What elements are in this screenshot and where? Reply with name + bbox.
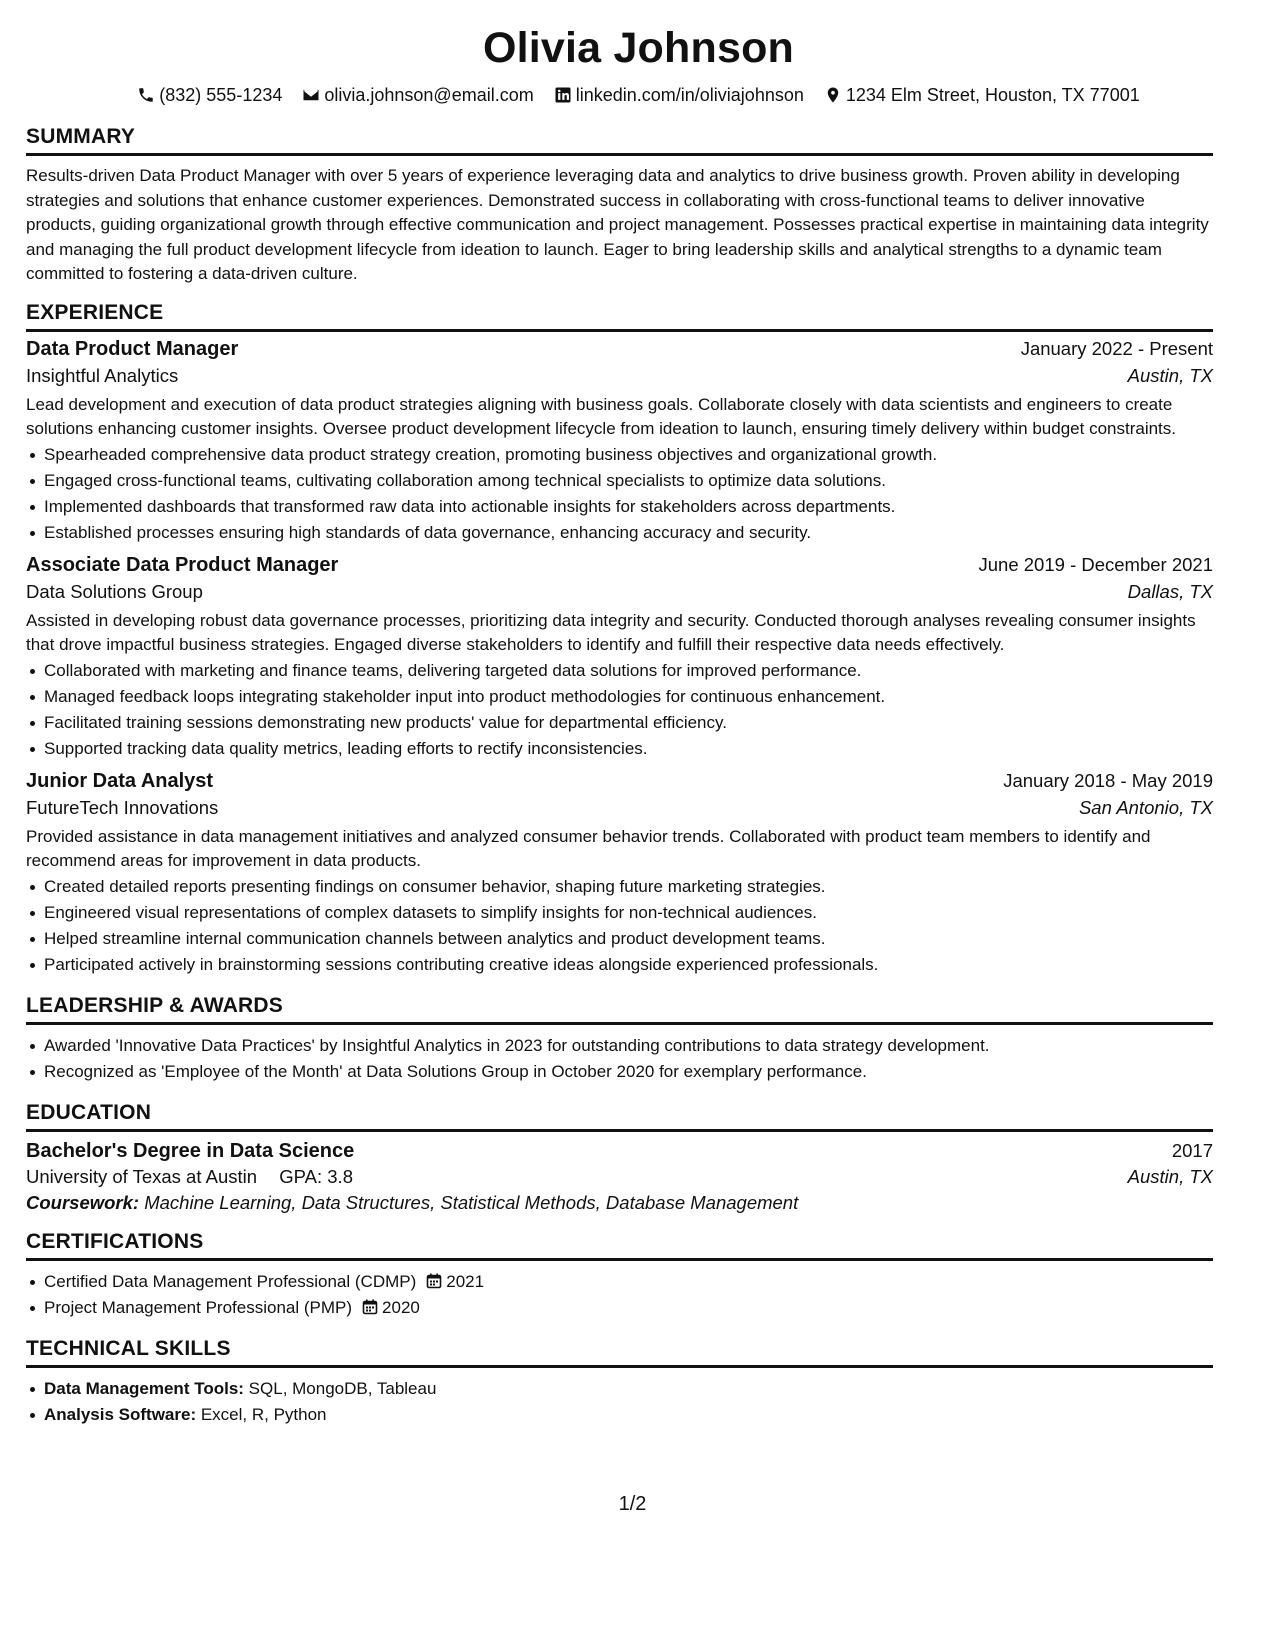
list-item: Recognized as 'Employee of the Month' at Data Solutions Group in October 2020 for exemplary performance.	[26, 1059, 1213, 1085]
job-location: San Antonio, TX	[1078, 796, 1213, 818]
job-title: Junior Data Analyst	[26, 769, 214, 792]
section-title-summary: SUMMARY	[26, 125, 1213, 156]
job-entry	[26, 770, 1213, 978]
list-item: Engaged cross-functional teams, cultivating collaboration among technical specialists to optimize data solutions.	[26, 468, 1213, 494]
skill-value: Excel, R, Python	[200, 1404, 327, 1424]
list-item: Collaborated with marketing and finance teams, delivering targeted data solutions for improved performance.	[26, 658, 1213, 684]
gpa: GPA: 3.8	[279, 1165, 353, 1187]
list-item: Supported tracking data quality metrics, leading efforts to rectify inconsistencies.	[26, 736, 1213, 762]
graduation-year: 2017	[1171, 1139, 1213, 1161]
job-description: Provided assistance in data management initiatives and analyzed consumer behavior trends. Collaborated with product team members to identify and recommend areas for improvement in data products.	[26, 826, 1151, 870]
job-dates: January 2022 - Present	[1020, 337, 1213, 359]
list-item	[26, 1402, 1213, 1428]
summary-section	[26, 125, 1213, 287]
coursework-label: Coursework:	[26, 1191, 140, 1213]
certification-year: 2021	[446, 1271, 485, 1291]
skills-list	[26, 1376, 1213, 1428]
school-location: Austin, TX	[1127, 1165, 1213, 1187]
section-title-experience: EXPERIENCE	[26, 301, 1213, 332]
job-bullets	[26, 874, 1213, 978]
contact-phone	[137, 85, 282, 106]
job-description: Assisted in developing robust data governance processes, prioritizing data integrity and security. Conducted thorough analyses revealing consumer insights that drove impactful business strategies. Engaged diverse stakeholders to identify and fulfill their respective data needs effectively.	[26, 610, 1196, 654]
job-title: Associate Data Product Manager	[26, 553, 339, 576]
job-entry	[26, 338, 1213, 546]
job-location: Dallas, TX	[1127, 580, 1213, 602]
list-item	[26, 1376, 1213, 1402]
section-title-leadership: LEADERSHIP & AWARDS	[26, 994, 1213, 1025]
certifications-list	[26, 1269, 1213, 1321]
list-item: Engineered visual representations of complex datasets to simplify insights for non-technical audiences.	[26, 900, 1213, 926]
job-location: Austin, TX	[1127, 364, 1213, 386]
section-title-skills: TECHNICAL SKILLS	[26, 1337, 1213, 1368]
phone-icon	[137, 86, 155, 104]
calendar-icon	[426, 1271, 442, 1287]
phone-text: (832) 555-1234	[159, 84, 283, 105]
skill-label: Data Management Tools:	[44, 1378, 244, 1398]
list-item	[26, 1295, 1213, 1321]
certification-year: 2020	[382, 1297, 420, 1317]
contact-linkedin[interactable]	[554, 85, 804, 106]
job-bullets	[26, 442, 1213, 546]
calendar-icon	[362, 1297, 378, 1313]
resume-page	[26, 0, 1251, 1650]
degree-title: Bachelor's Degree in Data Science	[26, 1139, 355, 1162]
leadership-list	[26, 1033, 1213, 1085]
education-section	[26, 1101, 1213, 1214]
list-item: Implemented dashboards that transformed raw data into actionable insights for stakeholders across departments.	[26, 494, 1213, 520]
linkedin-link[interactable]: linkedin.com/in/oliviajohnson	[575, 84, 804, 105]
contact-email[interactable]	[302, 85, 533, 106]
certification-name: Certified Data Management Professional (CDMP)	[44, 1271, 417, 1291]
job-dates: June 2019 - December 2021	[978, 553, 1213, 575]
job-dates: January 2018 - May 2019	[1003, 769, 1213, 791]
list-item: Created detailed reports presenting findings on consumer behavior, shaping future marketing strategies.	[26, 874, 1213, 900]
list-item: Awarded 'Innovative Data Practices' by Insightful Analytics in 2023 for outstanding contributions to data strategy development.	[26, 1033, 1213, 1059]
school-name: University of Texas at Austin	[26, 1165, 258, 1187]
skill-label: Analysis Software:	[44, 1404, 197, 1424]
list-item: Facilitated training sessions demonstrating new products' value for departmental efficiency.	[26, 710, 1213, 736]
experience-section	[26, 301, 1213, 978]
section-title-certifications: CERTIFICATIONS	[26, 1230, 1213, 1261]
coursework-list: Machine Learning, Data Structures, Statistical Methods, Database Management	[144, 1191, 799, 1213]
list-item	[26, 1269, 1213, 1295]
certifications-section	[26, 1230, 1213, 1321]
contact-bar	[26, 79, 1251, 111]
address-text: 1234 Elm Street, Houston, TX 77001	[845, 84, 1140, 105]
list-item: Established processes ensuring high standards of data governance, enhancing accuracy and security.	[26, 520, 1213, 546]
page-number: 1/2	[618, 1493, 647, 1515]
contact-address	[824, 85, 1140, 106]
job-entry	[26, 554, 1213, 762]
skills-section	[26, 1337, 1213, 1428]
leadership-section	[26, 994, 1213, 1085]
skill-value: SQL, MongoDB, Tableau	[248, 1378, 437, 1398]
summary-text: Results-driven Data Product Manager with over 5 years of experience leveraging data and analytics to drive business growth. Proven ability in developing strategies and solutions that enhance customer experiences. Demonstrated success in collaborating with cross-functional teams to deliver innovative products, guiding organizational growth through effective communication and project management. Possesses practical expertise in maintaining data integrity and managing the full product development lifecycle from ideation to launch. Eager to bring leadership skills and analytical strengths to a dynamic team committed to fostering a data-driven culture.	[26, 166, 1209, 283]
email-link[interactable]: olivia.johnson@email.com	[324, 84, 534, 105]
certification-name: Project Management Professional (PMP)	[44, 1297, 353, 1317]
job-company: Insightful Analytics	[26, 364, 179, 386]
job-company: Data Solutions Group	[26, 580, 203, 602]
job-bullets	[26, 658, 1213, 762]
envelope-icon	[302, 86, 320, 104]
list-item: Participated actively in brainstorming sessions contributing creative ideas alongside experienced professionals.	[26, 952, 1213, 978]
job-description: Lead development and execution of data product strategies aligning with business goals. Collaborate closely with data scientists and engineers to create solutions enhancing customer insights. Oversee product development lifecycle from ideation to launch, ensuring timely delivery within budget constraints.	[26, 394, 1176, 438]
section-title-education: EDUCATION	[26, 1101, 1213, 1132]
candidate-name: Olivia Johnson	[482, 24, 795, 72]
list-item: Helped streamline internal communication channels between analytics and product development teams.	[26, 926, 1213, 952]
school-line	[26, 1166, 353, 1188]
map-marker-icon	[824, 86, 842, 104]
list-item: Spearheaded comprehensive data product strategy creation, promoting business objectives and organizational growth.	[26, 442, 1213, 468]
coursework	[26, 1192, 1213, 1214]
list-item: Managed feedback loops integrating stakeholder input into product methodologies for continuous enhancement.	[26, 684, 1213, 710]
linkedin-icon	[554, 86, 572, 104]
job-title: Data Product Manager	[26, 337, 239, 360]
job-company: FutureTech Innovations	[26, 796, 219, 818]
